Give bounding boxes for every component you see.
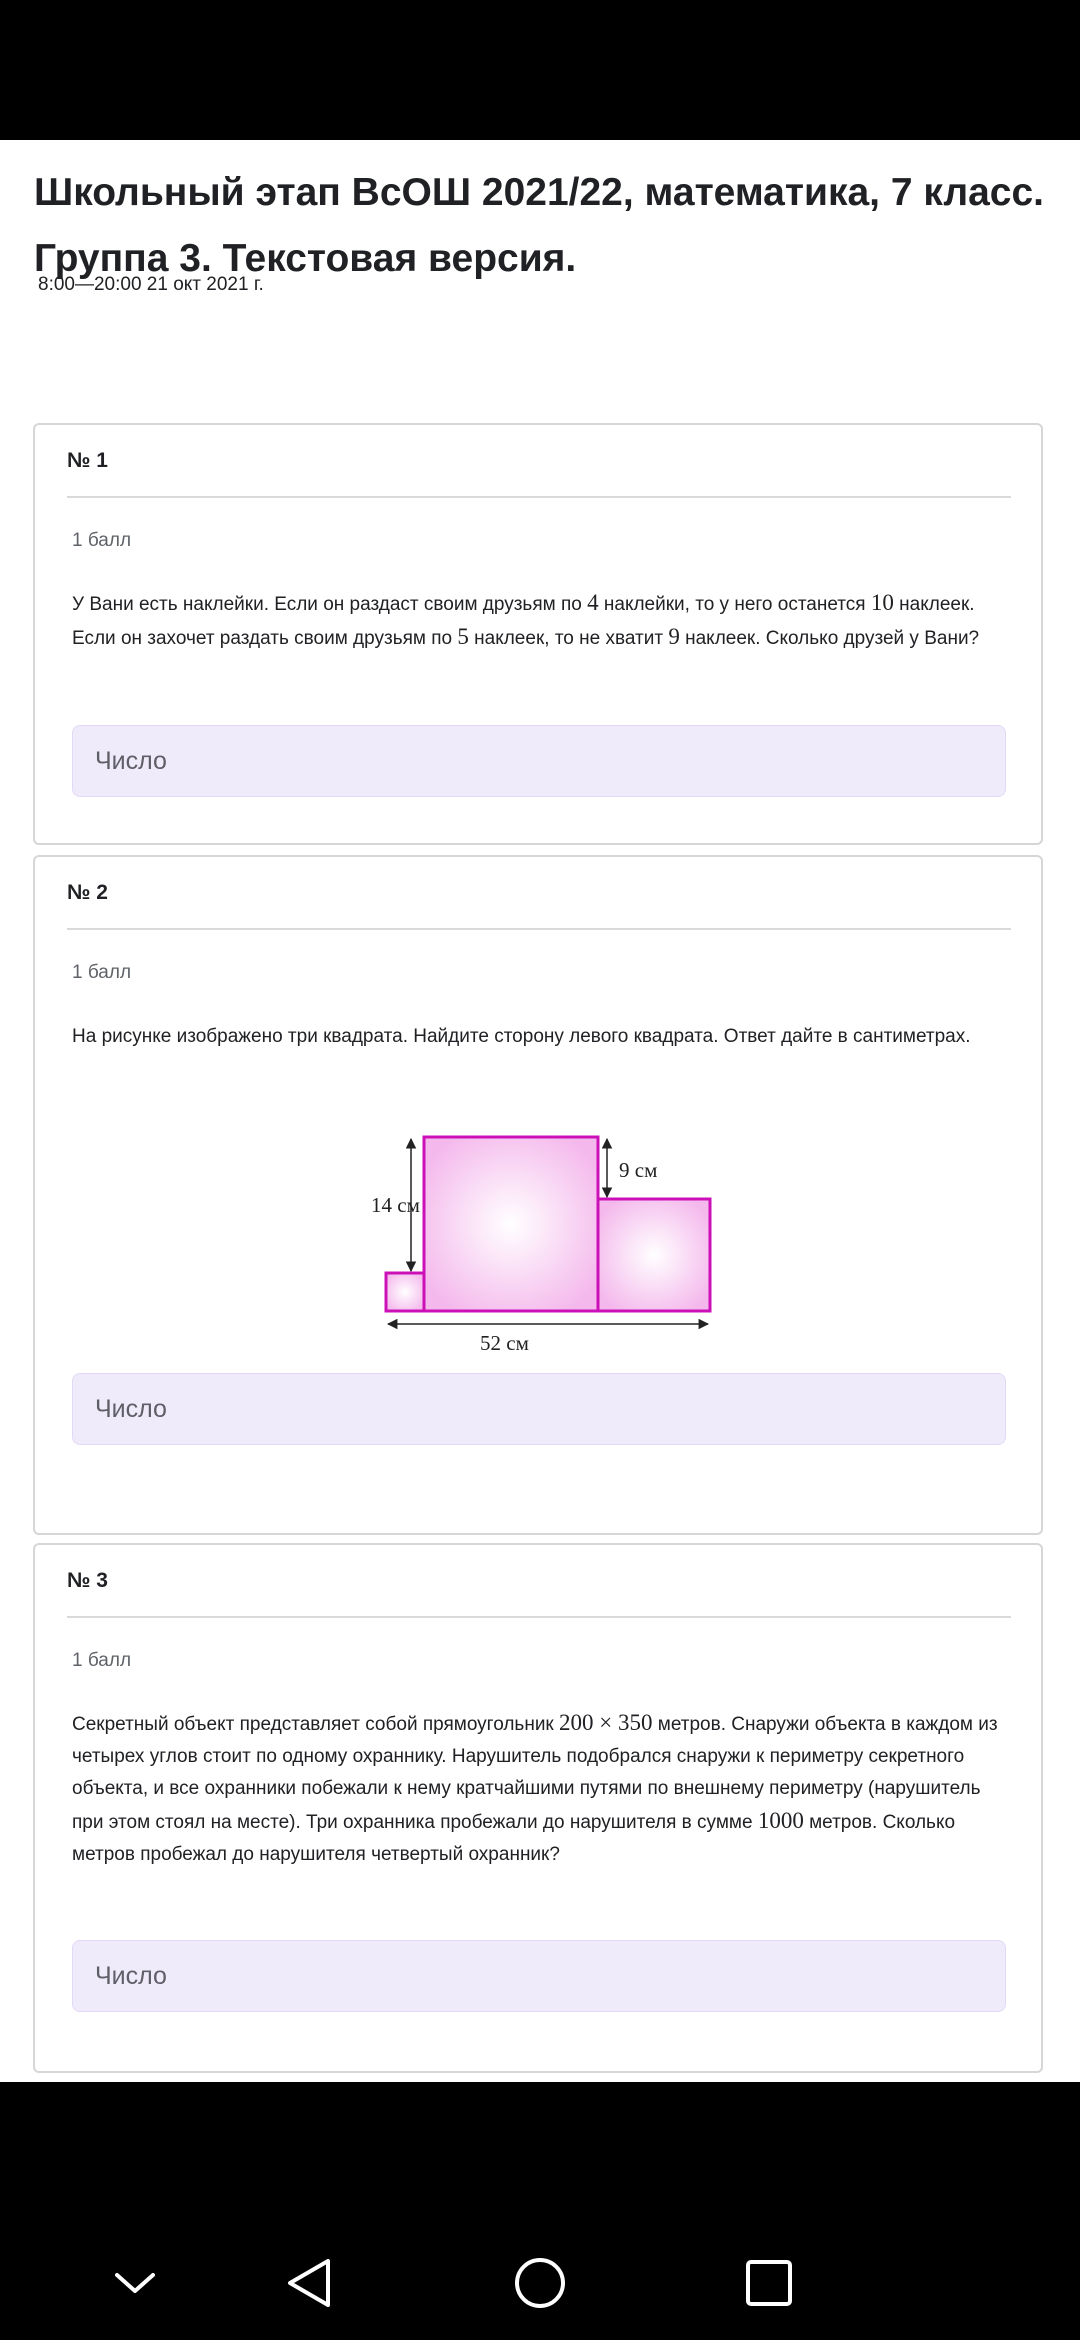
- question-text-part: наклеек. Если он захочет раздать своим друзьям по: [72, 594, 975, 649]
- divider: [67, 1616, 1011, 1618]
- math-expression: 200 × 350: [559, 1710, 653, 1735]
- divider: [67, 928, 1011, 930]
- answer-input-2[interactable]: [72, 1373, 1006, 1445]
- page-title: Школьный этап ВсОШ 2021/22, математика, 7 класс. Группа 3. Текстовая версия.: [34, 171, 1045, 280]
- large-square: [424, 1137, 598, 1311]
- question-text-part: Секретный объект представляет собой прямоугольник: [72, 1714, 560, 1735]
- form-page: [0, 140, 1080, 2082]
- home-circle-icon[interactable]: [500, 2243, 580, 2323]
- question-text: На рисунке изображено три квадрата. Найдите сторону левого квадрата. Ответ дайте в сантиметрах.: [72, 1026, 971, 1047]
- question-number: № 1: [67, 449, 108, 472]
- divider: [67, 496, 1011, 498]
- question-text-part: У Вани есть наклейки. Если он раздаст своим друзьям по: [72, 594, 588, 615]
- math-number: 1000: [757, 1808, 804, 1833]
- question-text-part: метров. Снаружи объекта в каждом из четырех углов стоит по одному охраннику. Нарушитель подобрался снаружи к периметру секретного объекта, и все охранники побежали к нему кратчайшими путями по внешнему периметру (нарушитель при этом стоял на месте). Три охранника пробежали до нарушителя в сумме: [72, 1714, 998, 1833]
- question-text: [72, 587, 1012, 655]
- status-bar: [0, 0, 1080, 140]
- question-text: [72, 1707, 1012, 1871]
- label-14cm: 14 см: [371, 1193, 420, 1217]
- question-text-part: метров. Сколько метров пробежал до нарушителя четвертый охранник?: [72, 1812, 956, 1865]
- question-text-part: наклеек. Сколько друзей у Вани?: [679, 628, 980, 649]
- question-number: № 2: [67, 881, 108, 904]
- question-card-2: [33, 855, 1043, 1535]
- math-number: 5: [457, 624, 469, 649]
- date-range: 8:00—20:00 21 окт 2021 г.: [38, 274, 264, 295]
- back-triangle-icon[interactable]: [270, 2243, 350, 2323]
- small-square: [386, 1273, 424, 1311]
- answer-input-3[interactable]: [72, 1940, 1006, 2012]
- medium-square: [598, 1199, 710, 1311]
- question-points: 1 балл: [72, 962, 132, 983]
- answer-input-1[interactable]: [72, 725, 1006, 797]
- math-number: 10: [870, 590, 894, 615]
- recents-square-icon[interactable]: [729, 2243, 809, 2323]
- math-number: 9: [668, 624, 680, 649]
- label-9cm: 9 см: [619, 1158, 658, 1182]
- math-number: 4: [587, 590, 599, 615]
- question-points: 1 балл: [72, 530, 132, 551]
- question-points: 1 балл: [72, 1650, 132, 1671]
- question-card-3: [33, 1543, 1043, 2073]
- three-squares-figure: [325, 1107, 765, 1357]
- question-text-part: наклейки, то у него останется: [598, 594, 871, 615]
- question-text-part: наклеек, то не хватит: [468, 628, 669, 649]
- chevron-down-icon[interactable]: [95, 2243, 175, 2323]
- question-number: № 3: [67, 1569, 108, 1592]
- label-52cm: 52 см: [480, 1331, 529, 1355]
- question-card-1: [33, 423, 1043, 845]
